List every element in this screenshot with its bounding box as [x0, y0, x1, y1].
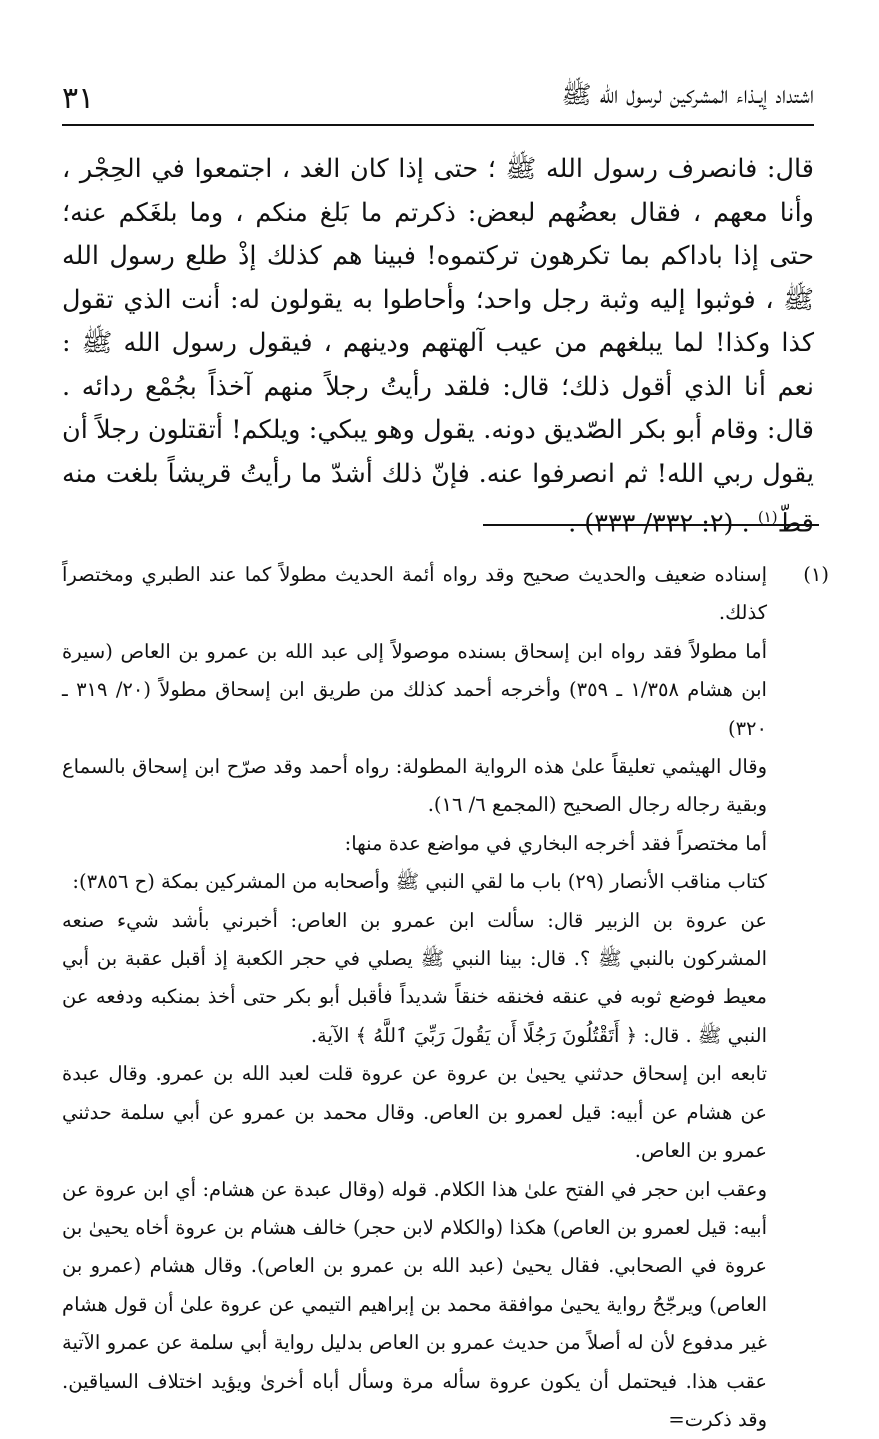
footnote-number: (١)	[775, 556, 829, 1439]
footnote-paragraph: كتاب مناقب الأنصار (٢٩) باب ما لقي النبي ﷺ وأصحابه من المشركين بمكة (ح ٣٨٥٦):	[62, 863, 767, 901]
source-citation: . (٢: ٣٣٢/ ٣٣٣) .	[568, 509, 758, 539]
footnote-paragraph: أما مختصراً فقد أخرجه البخاري في مواضع عدة منها:	[62, 825, 767, 863]
main-paragraph	[62, 148, 814, 546]
footnote-paragraph: وعقب ابن حجر في الفتح علىٰ هذا الكلام. قوله (وقال عبدة عن هشام: أي ابن عروة عن أبيه: قيل لعمرو بن العاص) هكذا (والكلام لابن حجر) خالف هشام بن عروة أخاه يحيىٰ بن عروة في الصحابي. فقال يحيىٰ (عبد الله بن عمرو بن العاص). وقال هشام (عمرو بن العاص) ويرجّحُ رواية يحيىٰ موافقة محمد بن إبراهيم التيمي عن عروة علىٰ أن قول هشام غير مدفوع لأن له أصلاً من حديث عمرو بن العاص بدليل رواية أبي سلمة عن عمرو الآتية عقب هذا. فيحتمل أن يكون عروة سأله مرة وسأل أباه أخرىٰ ويؤيد اختلاف السياقين. وقد ذكرت=	[62, 1171, 767, 1439]
footnote-1	[62, 556, 829, 1439]
footnote-paragraph: عن عروة بن الزبير قال: سألت ابن عمرو بن العاص: أخبرني بأشد شيء صنعه المشركون بالنبي ﷺ ؟. قال: بينا النبي ﷺ يصلي في حجر الكعبة إذ أقبل عقبة بن أبي معيط فوضع ثوبه في عنقه فخنقه خنقاً شديداً فأقبل أبو بكر حتى أخذ بمنكبه ودفعه عن النبي ﷺ . قال: ﴿ أَتَقْتُلُونَ رَجُلًا أَن يَقُولَ رَبِّيَ ٱللَّهُ ﴾ الآية.	[62, 902, 767, 1056]
footnote-paragraph: أما مطولاً فقد رواه ابن إسحاق بسنده موصولاً إلى عبد الله بن عمرو بن العاص (سيرة ابن هشام ١/٣٥٨ ـ ٣٥٩) وأخرجه أحمد كذلك من طريق ابن إسحاق مطولاً (٢٠/ ٣١٩ ـ ٣٢٠)	[62, 633, 767, 748]
main-paragraph-text: قال: فانصرف رسول الله ﷺ ؛ حتى إذا كان الغد ، اجتمعوا في الحِجْر ، وأنا معهم ، فقال بعضُهم لبعض: ذكرتم ما بَلغ منكم ، وما بلغَكم عنه؛ حتى إذا باداكم بما تكرهون تركتموه! فبينا هم كذلك إذْ طلع رسول الله ﷺ ، فوثبوا إليه وثبة رجل واحد؛ وأحاطوا به يقولون له: أنت الذي تقول كذا وكذا! لما يبلغهم من عيب آلهتهم ودينهم ، فيقول رسول الله ﷺ : نعم أنا الذي أقول ذلك؛ قال: فلقد رأيتُ رجلاً منهم آخذاً بجُمْع ردائه . قال: وقام أبو بكر الصّديق دونه. يقول وهو يبكي: ويلكم! أتقتلون رجلاً أن يقول ربي الله! ثم انصرفوا عنه. فإنّ ذلك أشدّ ما رأيتُ قريشاً بلغت منه قطّ	[62, 154, 814, 539]
footnote-paragraph: إسناده ضعيف والحديث صحيح وقد رواه أئمة الحديث مطولاً كما عند الطبري ومختصراً كذلك.	[62, 556, 767, 633]
page-header	[62, 70, 814, 126]
footnote-marker: (١)	[758, 508, 778, 526]
page-number: ٣١	[62, 81, 94, 116]
footnote-body	[62, 556, 775, 1439]
footnotes	[62, 556, 829, 1439]
footnote-paragraph: وقال الهيثمي تعليقاً علىٰ هذه الرواية المطولة: رواه أحمد وقد صرّح ابن إسحاق بالسماع وبقية رجاله رجال الصحيح (المجمع ٦/ ١٦).	[62, 748, 767, 825]
main-text	[62, 148, 814, 546]
footnote-paragraph: تابعه ابن إسحاق حدثني يحيىٰ بن عروة عن عروة قلت لعبد الله بن عمرو. وقال عبدة عن هشام عن أبيه: قيل لعمرو بن العاص. وقال محمد بن عمرو عن أبي سلمة حدثني عمرو بن العاص.	[62, 1055, 767, 1170]
footnote-separator	[483, 524, 819, 526]
running-title: اشتداد إيـذاء المشركين لرسول الله ﷺ	[561, 79, 814, 116]
